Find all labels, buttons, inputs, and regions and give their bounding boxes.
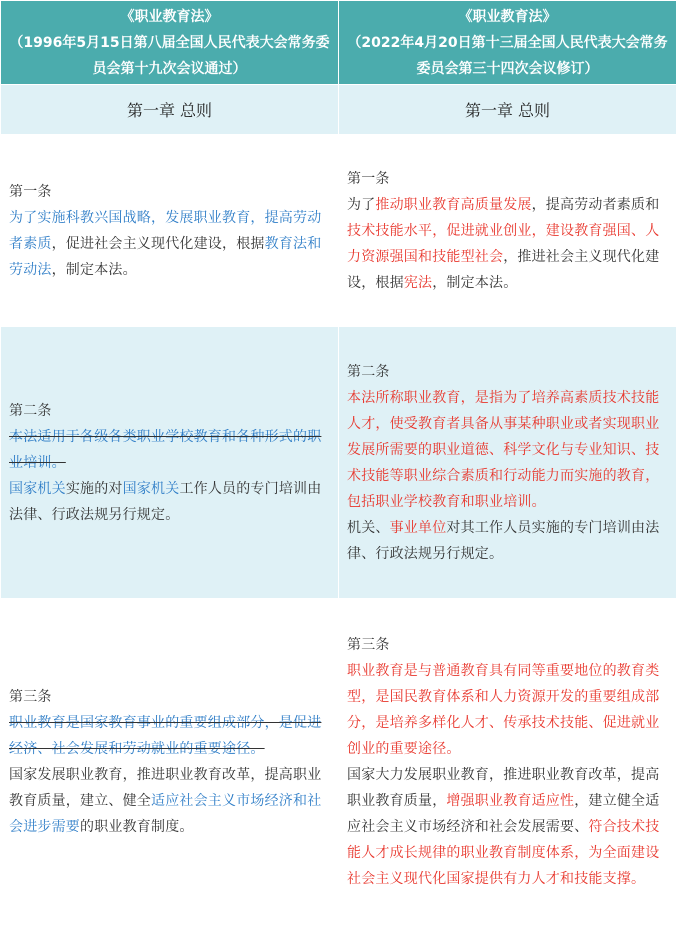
text-segment: ，制定本法。	[432, 274, 518, 291]
article-new-3-label: 第三条	[347, 637, 390, 653]
text-segment: 本法适用于各级各类职业学校教育和各种形式的职业培训。	[9, 428, 322, 471]
text-segment: 为了实施科教兴国战略，发展职业教育，提高劳动者素质	[9, 209, 322, 252]
text-segment: 国家发展职业教育，推进职业教育改革，提高职业教育质量，建立、健全	[9, 767, 322, 809]
header-new	[339, 1, 677, 85]
article-old-1-label: 第一条	[9, 183, 52, 200]
text-segment: 技术技能水平，促进就业创业，建设教育强国、人力资源强国和技能型社会	[347, 222, 660, 265]
article-new-1-label: 第一条	[347, 170, 390, 187]
text-segment: ，制定本法。	[51, 261, 137, 278]
chapter-row	[1, 85, 677, 135]
header-row	[1, 1, 677, 85]
article-new-1	[339, 135, 677, 327]
text-segment: 实施的对	[65, 480, 123, 497]
text-segment: 国家大力发展职业教育，推进职业教育改革，提高职业教育质量，	[347, 767, 660, 809]
article-new-3	[339, 599, 677, 925]
text-segment: 符合技术技能人才成长规律的职业教育制度体系，为全面建设社会主义现代化国家提供有力人才和技能支撑。	[347, 819, 660, 887]
article-row-2	[1, 327, 677, 599]
text-segment: 宪法	[403, 274, 433, 291]
article-old-2-label: 第二条	[9, 402, 52, 419]
article-row-1	[1, 135, 677, 327]
article-new-2-label: 第二条	[347, 363, 390, 380]
article-old-3-text	[9, 710, 332, 840]
text-segment: 机关、	[347, 519, 390, 536]
header-new-subtitle: （2022年4月20日第十三届全国人民代表大会常务委员会第三十四次会议修订）	[347, 34, 668, 77]
article-old-1-text	[9, 205, 332, 283]
header-old-title: 《职业教育法》	[120, 8, 219, 25]
text-segment: ，推进社会主义现代化建设，根据	[347, 248, 660, 291]
header-old-subtitle: （1996年5月15日第八届全国人民代表大会常务委员会第十九次会议通过）	[9, 34, 330, 77]
chapter-old: 第一章 总则	[1, 85, 339, 135]
header-old	[1, 1, 339, 85]
article-old-2-text	[9, 424, 332, 528]
text-segment: 职业教育是与普通教育具有同等重要地位的教育类型，是国民教育体系和人力资源开发的重要组成部分，是培养多样化人才、传承技术技能、促进就业创业的重要途径。	[347, 663, 660, 757]
text-segment: 职业教育是国家教育事业的重要组成部分，是促进经济、社会发展和劳动就业的重要途径。	[9, 715, 322, 757]
header-new-title: 《职业教育法》	[458, 8, 557, 25]
text-segment: ，建立健全适应社会主义市场经济和社会发展需要、	[347, 793, 660, 835]
article-old-1	[1, 135, 339, 327]
article-old-3-label: 第三条	[9, 689, 52, 705]
text-segment: 对其工作人员实施的专门培训由法律、行政法规另行规定。	[347, 519, 660, 562]
text-segment: 适应社会主义市场经济和社会进步需要	[9, 793, 322, 835]
text-segment: 的职业教育制度。	[80, 819, 194, 835]
article-old-2	[1, 327, 339, 599]
chapter-new: 第一章 总则	[339, 85, 677, 135]
article-old-3	[1, 599, 339, 925]
text-segment: 国家机关	[122, 480, 180, 497]
text-segment: 工作人员的专门培训由法律、行政法规另行规定。	[9, 480, 322, 523]
text-segment: 教育法和劳动法	[9, 235, 322, 278]
text-segment: 国家机关	[9, 480, 66, 497]
text-segment: 本法所称职业教育，是指为了培养高素质技术技能人才，使受教育者具备从事某种职业或者实现职业发展所需要的职业道德、科学文化与专业知识、技术技能等职业综合素质和行动能力而实施的教育，包括职业学校教育和职业培训。	[347, 389, 660, 510]
article-new-1-text	[347, 192, 670, 296]
text-segment: 增强职业教育适应性	[446, 793, 575, 809]
article-new-2-text	[347, 385, 670, 567]
text-segment: 推动职业教育高质量发展	[375, 196, 532, 213]
article-row-3	[1, 599, 677, 925]
article-new-2	[339, 327, 677, 599]
text-segment: 事业单位	[389, 519, 447, 536]
text-segment: ，提高劳动者素质和	[531, 196, 660, 213]
article-new-3-text	[347, 658, 670, 892]
text-segment: 为了	[347, 196, 376, 213]
text-segment: ，促进社会主义现代化建设，根据	[51, 235, 265, 252]
